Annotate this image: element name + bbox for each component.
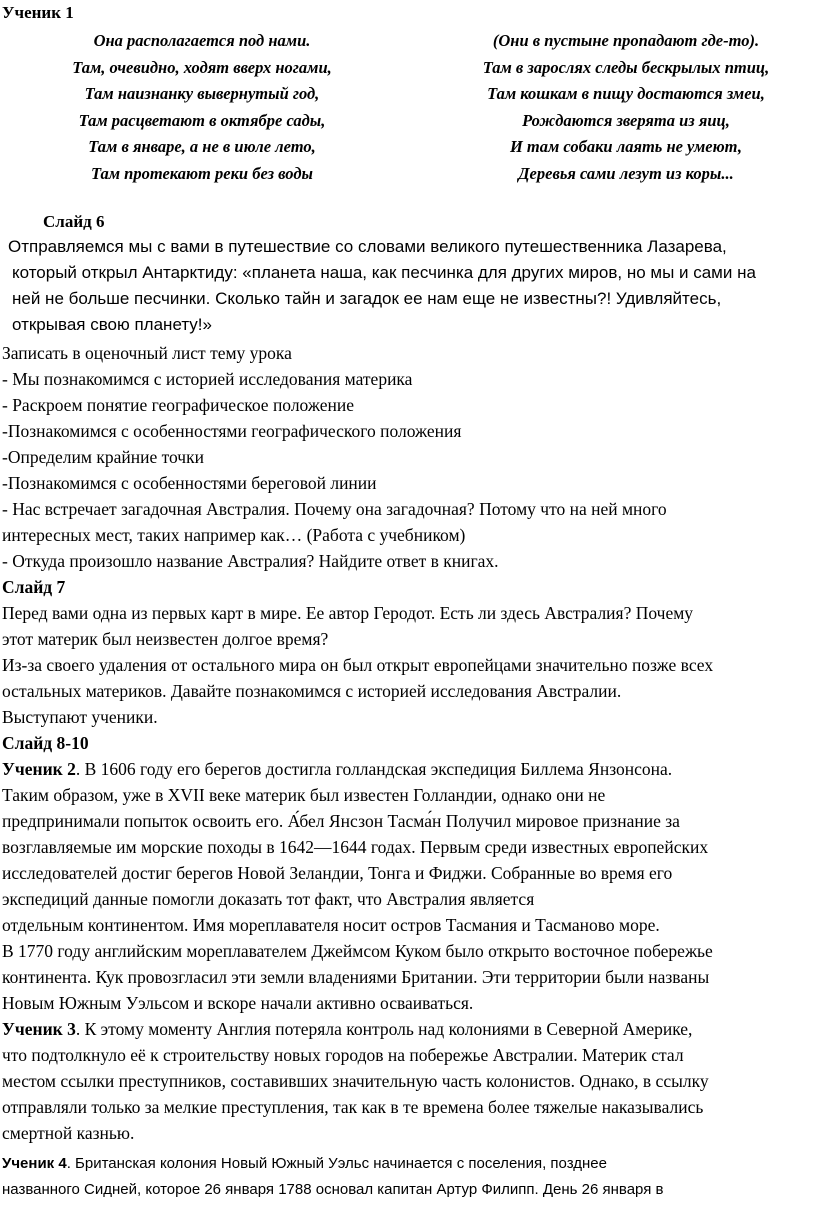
student-4-paragraph <box>2 1151 814 1203</box>
text-line: -Определим крайние точки <box>2 447 204 467</box>
text-line: этот материк был неизвестен долгое время? <box>2 629 329 649</box>
text-line <box>2 756 814 782</box>
student-2-label: Ученик 2 <box>2 759 76 779</box>
text-line: интересных мест, таких например как… (Работа с учебником) <box>2 525 466 545</box>
slide-7-heading: Слайд 7 <box>2 577 66 597</box>
text-line: - Откуда произошло название Австралия? Найдите ответ в книгах. <box>2 551 499 571</box>
text-line: названного Сидней, которое 26 января 1788 основал капитан Артур Филипп. День 26 января в <box>2 1181 664 1198</box>
text-line: местом ссылки преступников, составивших значительную часть колонистов. Однако, в ссылку <box>2 1071 709 1091</box>
text-line <box>2 1016 814 1042</box>
quote-line: открывая свою планету!» <box>12 315 212 334</box>
text-line <box>2 1151 814 1177</box>
text-line: Записать в оценочный лист тему урока <box>2 343 292 363</box>
student-3-text: . К этому моменту Англия потеряла контроль над колониями в Северной Америке, <box>75 1019 693 1039</box>
text-line: что подтолкнуло её к строительству новых городов на побережье Австралии. Материк стал <box>2 1045 684 1065</box>
text-line: В 1770 году английским мореплавателем Джеймсом Куком было открыто восточное побережье <box>2 941 713 961</box>
poem-left-column <box>0 28 404 187</box>
poem-line: Там наизнанку вывернутый год, <box>84 84 320 103</box>
text-line: Перед вами одна из первых карт в мире. Ее автор Геродот. Есть ли здесь Австралия? Почему <box>2 603 694 623</box>
text-line: континента. Кук провозгласил эти земли владениями Британии. Эти территории были названы <box>2 967 710 987</box>
student-3-label: Ученик 3 <box>2 1019 76 1039</box>
slide-8-10-heading: Слайд 8-10 <box>2 733 89 753</box>
poem-line: Там протекают реки без воды <box>91 163 313 183</box>
quote-line: Отправляемся мы с вами в путешествие со словами великого путешественника Лазарева, <box>8 237 727 256</box>
poem-line: Там в январе, а не в июле лето, <box>88 137 316 156</box>
text-line: предпринимали попыток освоить его. А́бел Янсзон Тасма́н Получил мировое признание за <box>2 811 680 831</box>
text-line: Из-за своего удаления от остального мира он был открыт европейцами значительно позже всех <box>2 655 714 675</box>
text-line: - Раскроем понятие географическое положение <box>2 395 354 415</box>
slide-6-heading: Слайд 6 <box>43 212 105 231</box>
student-2-text: . В 1606 году его берегов достигла голландская экспедиция Биллема Янзонсона. <box>75 759 673 779</box>
slide-6-body <box>2 340 814 1146</box>
poem-line: Там, очевидно, ходят вверх ногами, <box>72 57 332 77</box>
quote-line: ней не больше песчинки. Сколько тайн и загадок ее нам еще не известны?! Удивляйтесь, <box>12 289 722 308</box>
text-line: смертной казнью. <box>2 1123 135 1143</box>
speaker-heading: Ученик 1 <box>2 3 74 22</box>
poem-right-column <box>436 28 816 187</box>
student-4-text: . Британская колония Новый Южный Уэльс начинается с поселения, позднее <box>66 1155 607 1172</box>
text-line: - Мы познакомимся с историей исследования материка <box>2 369 413 389</box>
text-line: -Познакомимся с особенностями географического положения <box>2 421 462 441</box>
poem-line: Там расцветают в октябре сады, <box>78 110 326 130</box>
poem-line: (Они в пустыне пропадают где-то). <box>492 31 760 50</box>
student-4-label: Ученик 4 <box>2 1155 67 1172</box>
text-line: экспедиций данные помогли доказать тот факт, что Австралия является <box>2 889 535 909</box>
text-line: отправляли только за мелкие преступления, так как в те времена более тяжелые наказывались <box>2 1097 704 1117</box>
text-line: остальных материков. Давайте познакомимся с историей исследования Австралии. <box>2 681 622 701</box>
poem-line: Там в зарослях следы бескрылых птиц, <box>482 57 770 77</box>
poem-line: Там кошкам в пищу достаются змеи, <box>487 84 765 103</box>
poem-line: Деревья сами лезут из коры... <box>518 163 734 183</box>
quote-line: который открыл Антарктиду: «планета наша, как песчинка для других миров, но мы и сами на <box>12 263 756 282</box>
text-line: - Нас встречает загадочная Австралия. Почему она загадочная? Потому что на ней много <box>2 499 667 519</box>
text-line: Выступают ученики. <box>2 707 158 727</box>
text-line: исследователей достиг берегов Новой Зеландии, Тонга и Фиджи. Собранные во время его <box>2 863 673 883</box>
lazarev-quote <box>8 234 816 338</box>
poem-line: И там собаки лаять не умеют, <box>509 137 743 156</box>
poem-line: Она располагается под нами. <box>93 31 311 50</box>
text-line: -Познакомимся с особенностями береговой линии <box>2 473 377 493</box>
text-line: возглавляемые им морские походы в 1642—1644 годах. Первым среди известных европейских <box>2 837 709 857</box>
text-line: Таким образом, уже в XVII веке материк был известен Голландии, однако они не <box>2 785 606 805</box>
text-line: Новым Южным Уэльсом и вскоре начали активно осваиваться. <box>2 993 474 1013</box>
poem-line: Рождаются зверята из яиц, <box>522 110 730 130</box>
text-line: отдельным континентом. Имя мореплавателя носит остров Тасмания и Тасманово море. <box>2 915 660 935</box>
